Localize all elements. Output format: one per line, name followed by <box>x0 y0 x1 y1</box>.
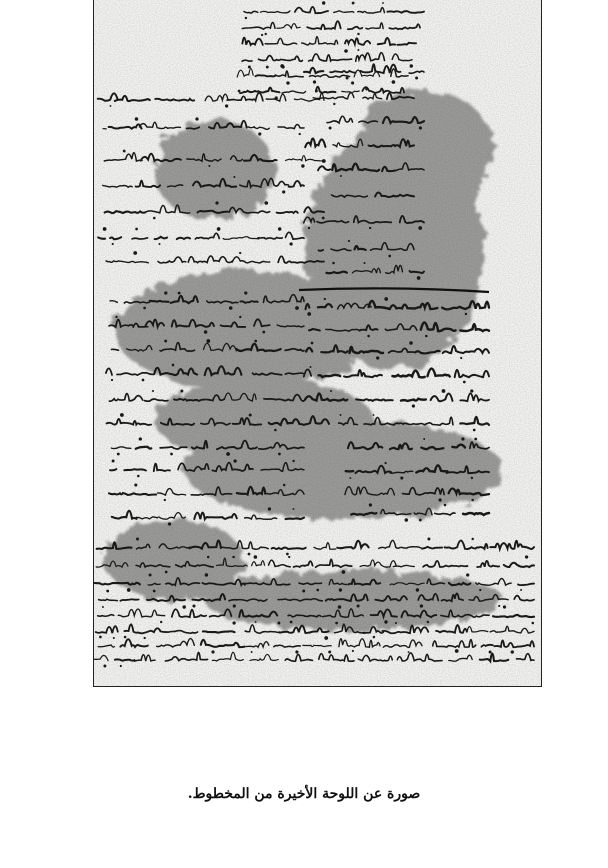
figure-caption: صورة عن اللوحة الأخيرة من المخطوط. <box>187 786 421 802</box>
manuscript-image <box>94 0 541 686</box>
manuscript-plate <box>93 0 542 687</box>
